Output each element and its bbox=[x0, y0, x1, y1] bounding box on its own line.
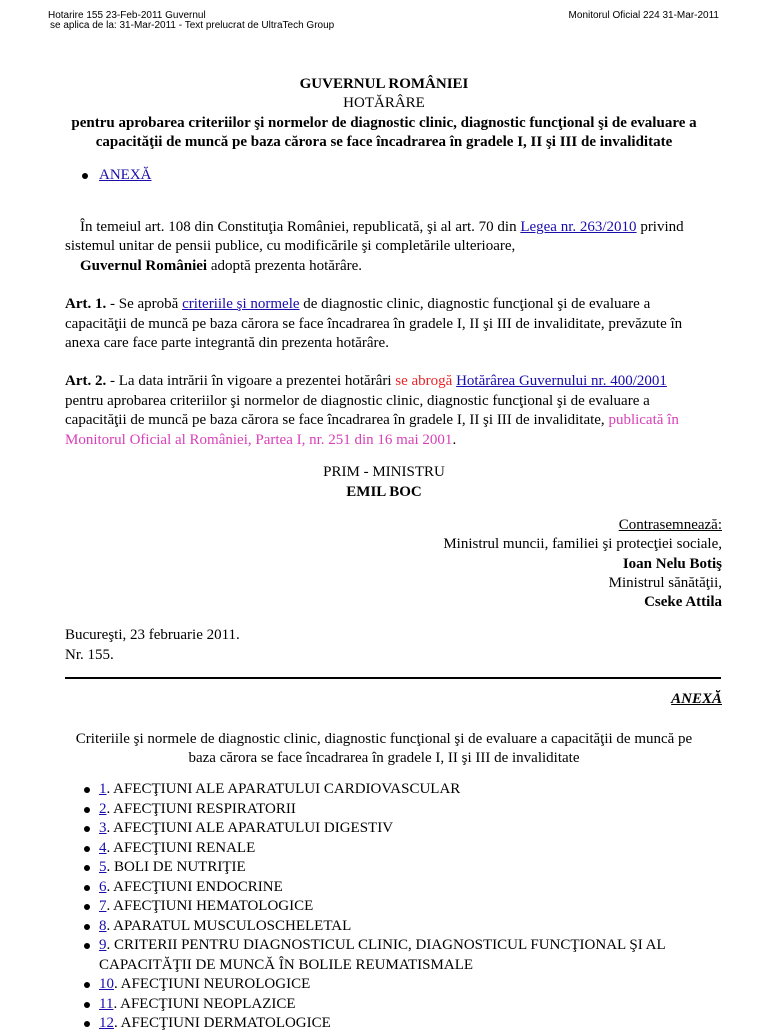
chapter-title: . CRITERII PENTRU DIAGNOSTICUL CLINIC, DIAGNOSTICUL FUNCŢIONAL ŞI AL bbox=[106, 937, 666, 953]
chapter-number-link[interactable]: 5 bbox=[99, 859, 107, 875]
art1-line2: capacităţii de muncă pe baza cărora se face încadrarea în gradele I, II şi III de invaliditate, prevăzute în bbox=[65, 316, 683, 332]
bullet-icon bbox=[84, 1002, 90, 1008]
chapter-title: . AFECŢIUNI RESPIRATORII bbox=[106, 800, 296, 817]
chapter-title: . AFECŢIUNI ENDOCRINE bbox=[106, 878, 283, 895]
law-263-2010-link[interactable]: Legea nr. 263/2010 bbox=[520, 219, 637, 235]
preamble-line1: În temeiul art. 108 din Constituţia României, republicată, şi al art. 70 din Legea nr. 263/2010 privind bbox=[80, 219, 684, 235]
title-subject-line2: capacităţii de muncă pe baza cărora se face încadrarea în gradele I, II şi III de invaliditate bbox=[95, 134, 673, 150]
header-right: Monitorul Oficial 224 31-Mar-2011 bbox=[568, 10, 719, 21]
minister-health-title: Ministrul sănătăţii, bbox=[608, 575, 722, 591]
chapter-number-link[interactable]: 3 bbox=[99, 820, 107, 836]
art1-line3: anexa care face parte integrantă din prezenta hotărâre. bbox=[65, 335, 389, 351]
annex-chapter-item bbox=[82, 800, 722, 820]
bullet-icon bbox=[84, 982, 90, 988]
bullet-icon bbox=[84, 1021, 90, 1027]
chapter-title: . BOLI DE NUTRIŢIE bbox=[106, 859, 246, 875]
decision-number: Nr. 155. bbox=[65, 647, 114, 663]
chapter-title: . AFECŢIUNI HEMATOLOGICE bbox=[106, 898, 314, 914]
chapter-number-link[interactable]: 12 bbox=[99, 1015, 114, 1031]
chapter-title: . AFECŢIUNI ALE APARATULUI CARDIOVASCULAR bbox=[106, 781, 461, 797]
bullet-icon bbox=[84, 885, 90, 891]
chapter-number-link[interactable]: 11 bbox=[99, 995, 114, 1012]
preamble-line2: sistemul unitar de pensii publice, cu modificările şi completările ulterioare, bbox=[65, 238, 516, 254]
chapter-number-link[interactable]: 1 bbox=[99, 781, 107, 797]
annex-chapter-item bbox=[82, 917, 722, 937]
bullet-icon bbox=[84, 807, 90, 813]
bullet-icon bbox=[84, 826, 90, 832]
art2-line3: capacităţii de muncă pe baza cărora se face încadrarea în gradele I, II şi III de invaliditate, publicată în bbox=[65, 412, 679, 428]
art2-line1: Art. 2. - La data intrării în vigoare a prezentei hotărâri se abrogă Hotărârea Guvernului nr. 400/2001 bbox=[65, 373, 667, 389]
publication-reference: publicată în bbox=[608, 412, 679, 428]
annex-chapter-list bbox=[82, 780, 722, 1034]
bullet-icon bbox=[84, 924, 90, 930]
minister-labour-title: Ministrul muncii, familiei şi protecţiei sociale, bbox=[443, 536, 722, 552]
bullet-icon bbox=[84, 865, 90, 871]
chapter-number-link[interactable]: 6 bbox=[99, 878, 107, 895]
chapter-number-link[interactable]: 4 bbox=[99, 839, 107, 856]
annex-chapter-item bbox=[82, 936, 722, 975]
title-document-type: HOTĂRÂRE bbox=[343, 95, 425, 111]
annex-chapter-item bbox=[82, 839, 722, 859]
chapter-number-link[interactable]: 8 bbox=[99, 917, 107, 934]
chapter-title: . AFECŢIUNI NEOPLAZICE bbox=[113, 995, 296, 1012]
bullet-icon bbox=[82, 173, 88, 179]
place-date: Bucureşti, 23 februarie 2011. bbox=[65, 627, 240, 643]
art2-line4: Monitorul Oficial al României, Partea I, nr. 251 din 16 mai 2001. bbox=[65, 432, 457, 448]
title-government: GUVERNUL ROMÂNIEI bbox=[299, 76, 469, 92]
prime-minister-title: PRIM - MINISTRU bbox=[323, 464, 445, 480]
art2-line2: pentru aprobarea criteriilor şi normelor de diagnostic clinic, diagnostic funcţional şi de evaluare a bbox=[65, 393, 650, 409]
annex-link[interactable]: ANEXĂ bbox=[99, 167, 152, 183]
annex-chapter-item bbox=[82, 975, 722, 995]
hg-400-2001-link[interactable]: Hotărârea Guvernului nr. 400/2001 bbox=[456, 373, 667, 389]
minister-health-name: Cseke Attila bbox=[644, 594, 722, 610]
prime-minister-name: EMIL BOC bbox=[346, 484, 422, 500]
annex-title-line1: Criteriile şi normele de diagnostic clinic, diagnostic funcţional şi de evaluare a capacităţii de muncă pe bbox=[75, 731, 693, 747]
bullet-icon bbox=[84, 904, 90, 910]
annex-chapter-item bbox=[82, 995, 722, 1015]
chapter-number-link[interactable]: 2 bbox=[99, 800, 107, 817]
section-divider bbox=[65, 677, 721, 679]
chapter-number-link[interactable]: 9 bbox=[99, 937, 107, 953]
preamble-line3: Guvernul României adoptă prezenta hotărâre. bbox=[80, 258, 363, 274]
annex-chapter-item bbox=[82, 858, 722, 878]
chapter-number-link[interactable]: 7 bbox=[99, 898, 107, 914]
annex-chapter-item bbox=[82, 819, 722, 839]
chapter-title: . AFECŢIUNI ALE APARATULUI DIGESTIV bbox=[106, 820, 394, 836]
header-left-line1: Hotarire 155 23-Feb-2011 Guvernul bbox=[48, 10, 206, 21]
annex-chapter-item bbox=[82, 780, 722, 800]
criteria-norms-link[interactable]: criteriile şi normele bbox=[182, 296, 300, 312]
annex-title-line2: baza cărora se face încadrarea în gradele I, II şi III de invaliditate bbox=[188, 750, 580, 766]
art1-line1: Art. 1. - Se aprobă criteriile şi normele de diagnostic clinic, diagnostic funcţional şi de evaluare a bbox=[65, 296, 651, 312]
countersign-label: Contrasemnează: bbox=[618, 517, 722, 533]
minister-labour-name: Ioan Nelu Botiş bbox=[622, 556, 722, 572]
chapter-title: . AFECŢIUNI NEUROLOGICE bbox=[114, 976, 311, 992]
header-left-line2: se aplica de la: 31-Mar-2011 - Text prelucrat de UltraTech Group bbox=[50, 20, 335, 31]
title-subject-line1: pentru aprobarea criteriilor şi normelor de diagnostic clinic, diagnostic funcţional şi de evaluare a bbox=[71, 115, 697, 131]
publication-reference-cont: Monitorul Oficial al României, Partea I, nr. 251 din 16 mai 2001 bbox=[65, 432, 453, 448]
bullet-icon bbox=[84, 846, 90, 852]
chapter-title: . AFECŢIUNI RENALE bbox=[106, 839, 256, 856]
chapter-title: . AFECŢIUNI DERMATOLOGICE bbox=[114, 1015, 331, 1031]
bullet-icon bbox=[84, 943, 90, 949]
annex-heading: ANEXĂ bbox=[671, 691, 722, 707]
chapter-title-continued: CAPACITĂŢII DE MUNCĂ ÎN BOLILE REUMATISMALE bbox=[99, 956, 474, 973]
chapter-title: . APARATUL MUSCULOSCHELETAL bbox=[106, 917, 352, 934]
annex-top-link-item bbox=[82, 166, 152, 186]
bullet-icon bbox=[84, 787, 90, 793]
abrogation-notice: se abrogă bbox=[395, 373, 453, 389]
annex-chapter-item bbox=[82, 897, 722, 917]
chapter-number-link[interactable]: 10 bbox=[99, 976, 114, 992]
annex-chapter-item bbox=[82, 878, 722, 898]
